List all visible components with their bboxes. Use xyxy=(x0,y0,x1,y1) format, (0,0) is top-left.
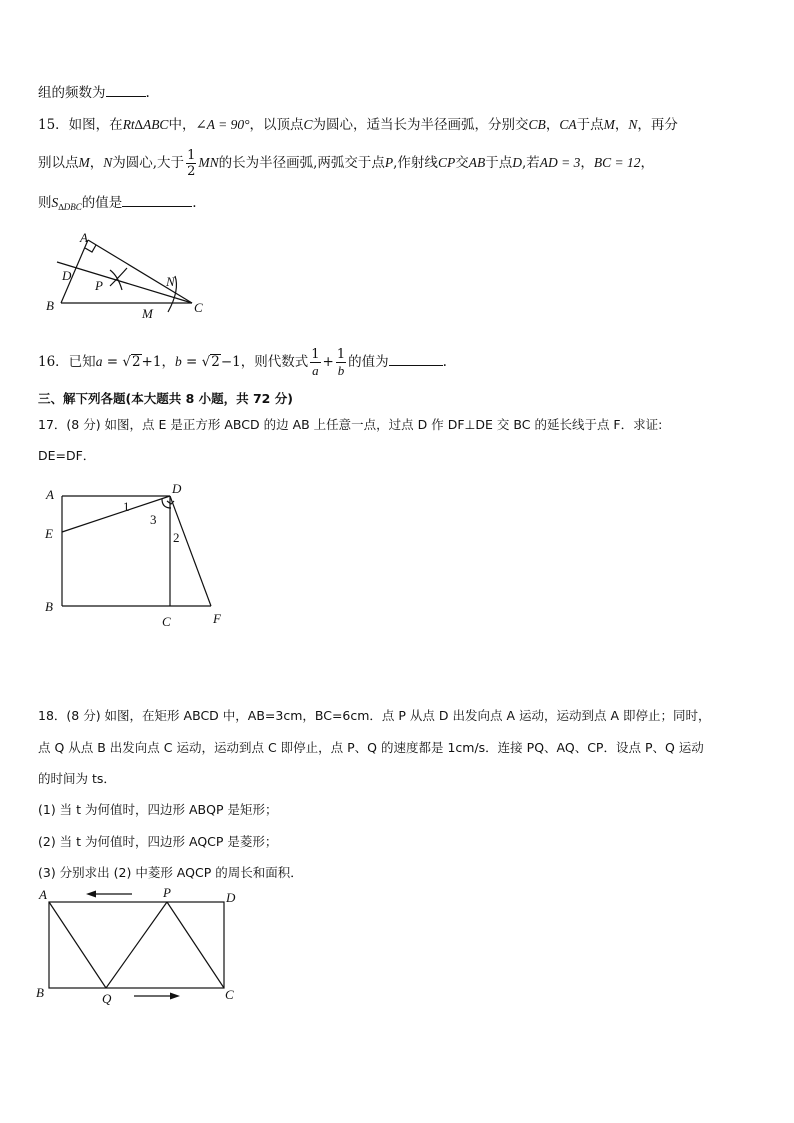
answer-blank xyxy=(106,82,146,97)
side-ac xyxy=(88,240,192,303)
label-n: N xyxy=(166,274,175,289)
right-angle-mark xyxy=(85,245,96,252)
label-angle-3: 3 xyxy=(150,512,157,527)
figure-17-square xyxy=(38,480,238,630)
label-p: P xyxy=(95,278,103,293)
label-a: A xyxy=(46,487,54,502)
label-c: C xyxy=(194,300,203,315)
q17-line-2: DE=DF． xyxy=(38,448,96,463)
figure-18-rectangle xyxy=(34,884,254,1009)
q18-sub-2: (2) 当 t 为何值时，四边形 AQCP 是菱形； xyxy=(38,834,278,849)
q15-line-2: 别以点M，N为圆心,大于 $\frac{1}{2}$ MN的长为半径画弧,两弧交于点P,作射线CP交AB于点D,若AD = 3，BC = 12， xyxy=(38,148,654,179)
label-a: A xyxy=(80,230,88,245)
figure-15-triangle xyxy=(40,228,220,320)
label-b: B xyxy=(36,985,44,1000)
q18-sub-3: (3) 分别求出 (2) 中菱形 AQCP 的周长和面积． xyxy=(38,865,303,880)
q18-line-2: 点 Q 从点 B 出发向点 C 运动，运动到点 C 即停止，点 P、Q 的速度都是 1cm/s．连接 PQ、AQ、CP．设点 P、Q 运动 xyxy=(38,740,704,755)
arrowhead-left-icon xyxy=(86,891,96,898)
q16: 16．已知a = √2+1，b = √2−1，则代数式 $\frac{1}{a}$ + $\frac{1}{b}$ 的值为 . xyxy=(38,347,447,378)
answer-blank xyxy=(389,351,443,366)
q18-line-1: 18．(8 分) 如图，在矩形 ABCD 中，AB=3cm，BC=6cm．点 P 从点 D 出发向点 A 运动，运动到点 A 即停止；同时， xyxy=(38,708,711,723)
label-m: M xyxy=(142,306,153,320)
arc-p-1 xyxy=(110,268,127,286)
section-3-heading: 三、解下列各题(本大题共 8 小题，共 72 分) xyxy=(38,391,293,406)
label-c: C xyxy=(162,614,171,629)
arrowhead-right-icon xyxy=(170,993,180,1000)
q18-line-3: 的时间为 ts． xyxy=(38,771,116,786)
label-d: D xyxy=(226,890,236,905)
segment-aq xyxy=(49,902,106,988)
fraction-1-over-b: $\frac{1}{b}$ xyxy=(336,347,346,378)
label-b: B xyxy=(46,298,54,313)
segment-df xyxy=(170,496,211,606)
label-f: F xyxy=(213,611,221,626)
q14-tail: 组的频数为 . xyxy=(38,82,150,102)
label-p: P xyxy=(163,885,171,900)
q18-sub-1: (1) 当 t 为何值时，四边形 ABQP 是矩形； xyxy=(38,802,278,817)
label-b: B xyxy=(45,599,53,614)
label-a: A xyxy=(39,887,47,902)
answer-blank xyxy=(122,192,192,207)
label-angle-1: 1 xyxy=(123,499,130,514)
label-angle-2: 2 xyxy=(173,530,180,545)
q17-line-1: 17．(8 分) 如图，点 E 是正方形 ABCD 的边 AB 上任意一点，过点 D 作 DF⊥DE 交 BC 的延长线于点 F．求证: xyxy=(38,417,663,432)
label-c: C xyxy=(225,987,234,1002)
label-e: E xyxy=(45,526,53,541)
segment-qp xyxy=(106,902,167,988)
label-d: D xyxy=(172,481,182,496)
q15-line-3: 则$S_{\Delta DBC}$的值是 . xyxy=(38,192,197,216)
label-d: D xyxy=(62,268,72,283)
fraction-1-over-a: $\frac{1}{a}$ xyxy=(311,347,320,378)
q15-line-1: 15．如图，在Rt∆ABC中，∠A = 90°，以顶点C为圆心，适当长为半径画弧，分别交CB，CA于点M，N，再分 xyxy=(38,117,678,133)
fraction-half: $\frac{1}{2}$ xyxy=(187,148,196,179)
label-q: Q xyxy=(102,991,112,1006)
segment-pc xyxy=(167,902,224,988)
